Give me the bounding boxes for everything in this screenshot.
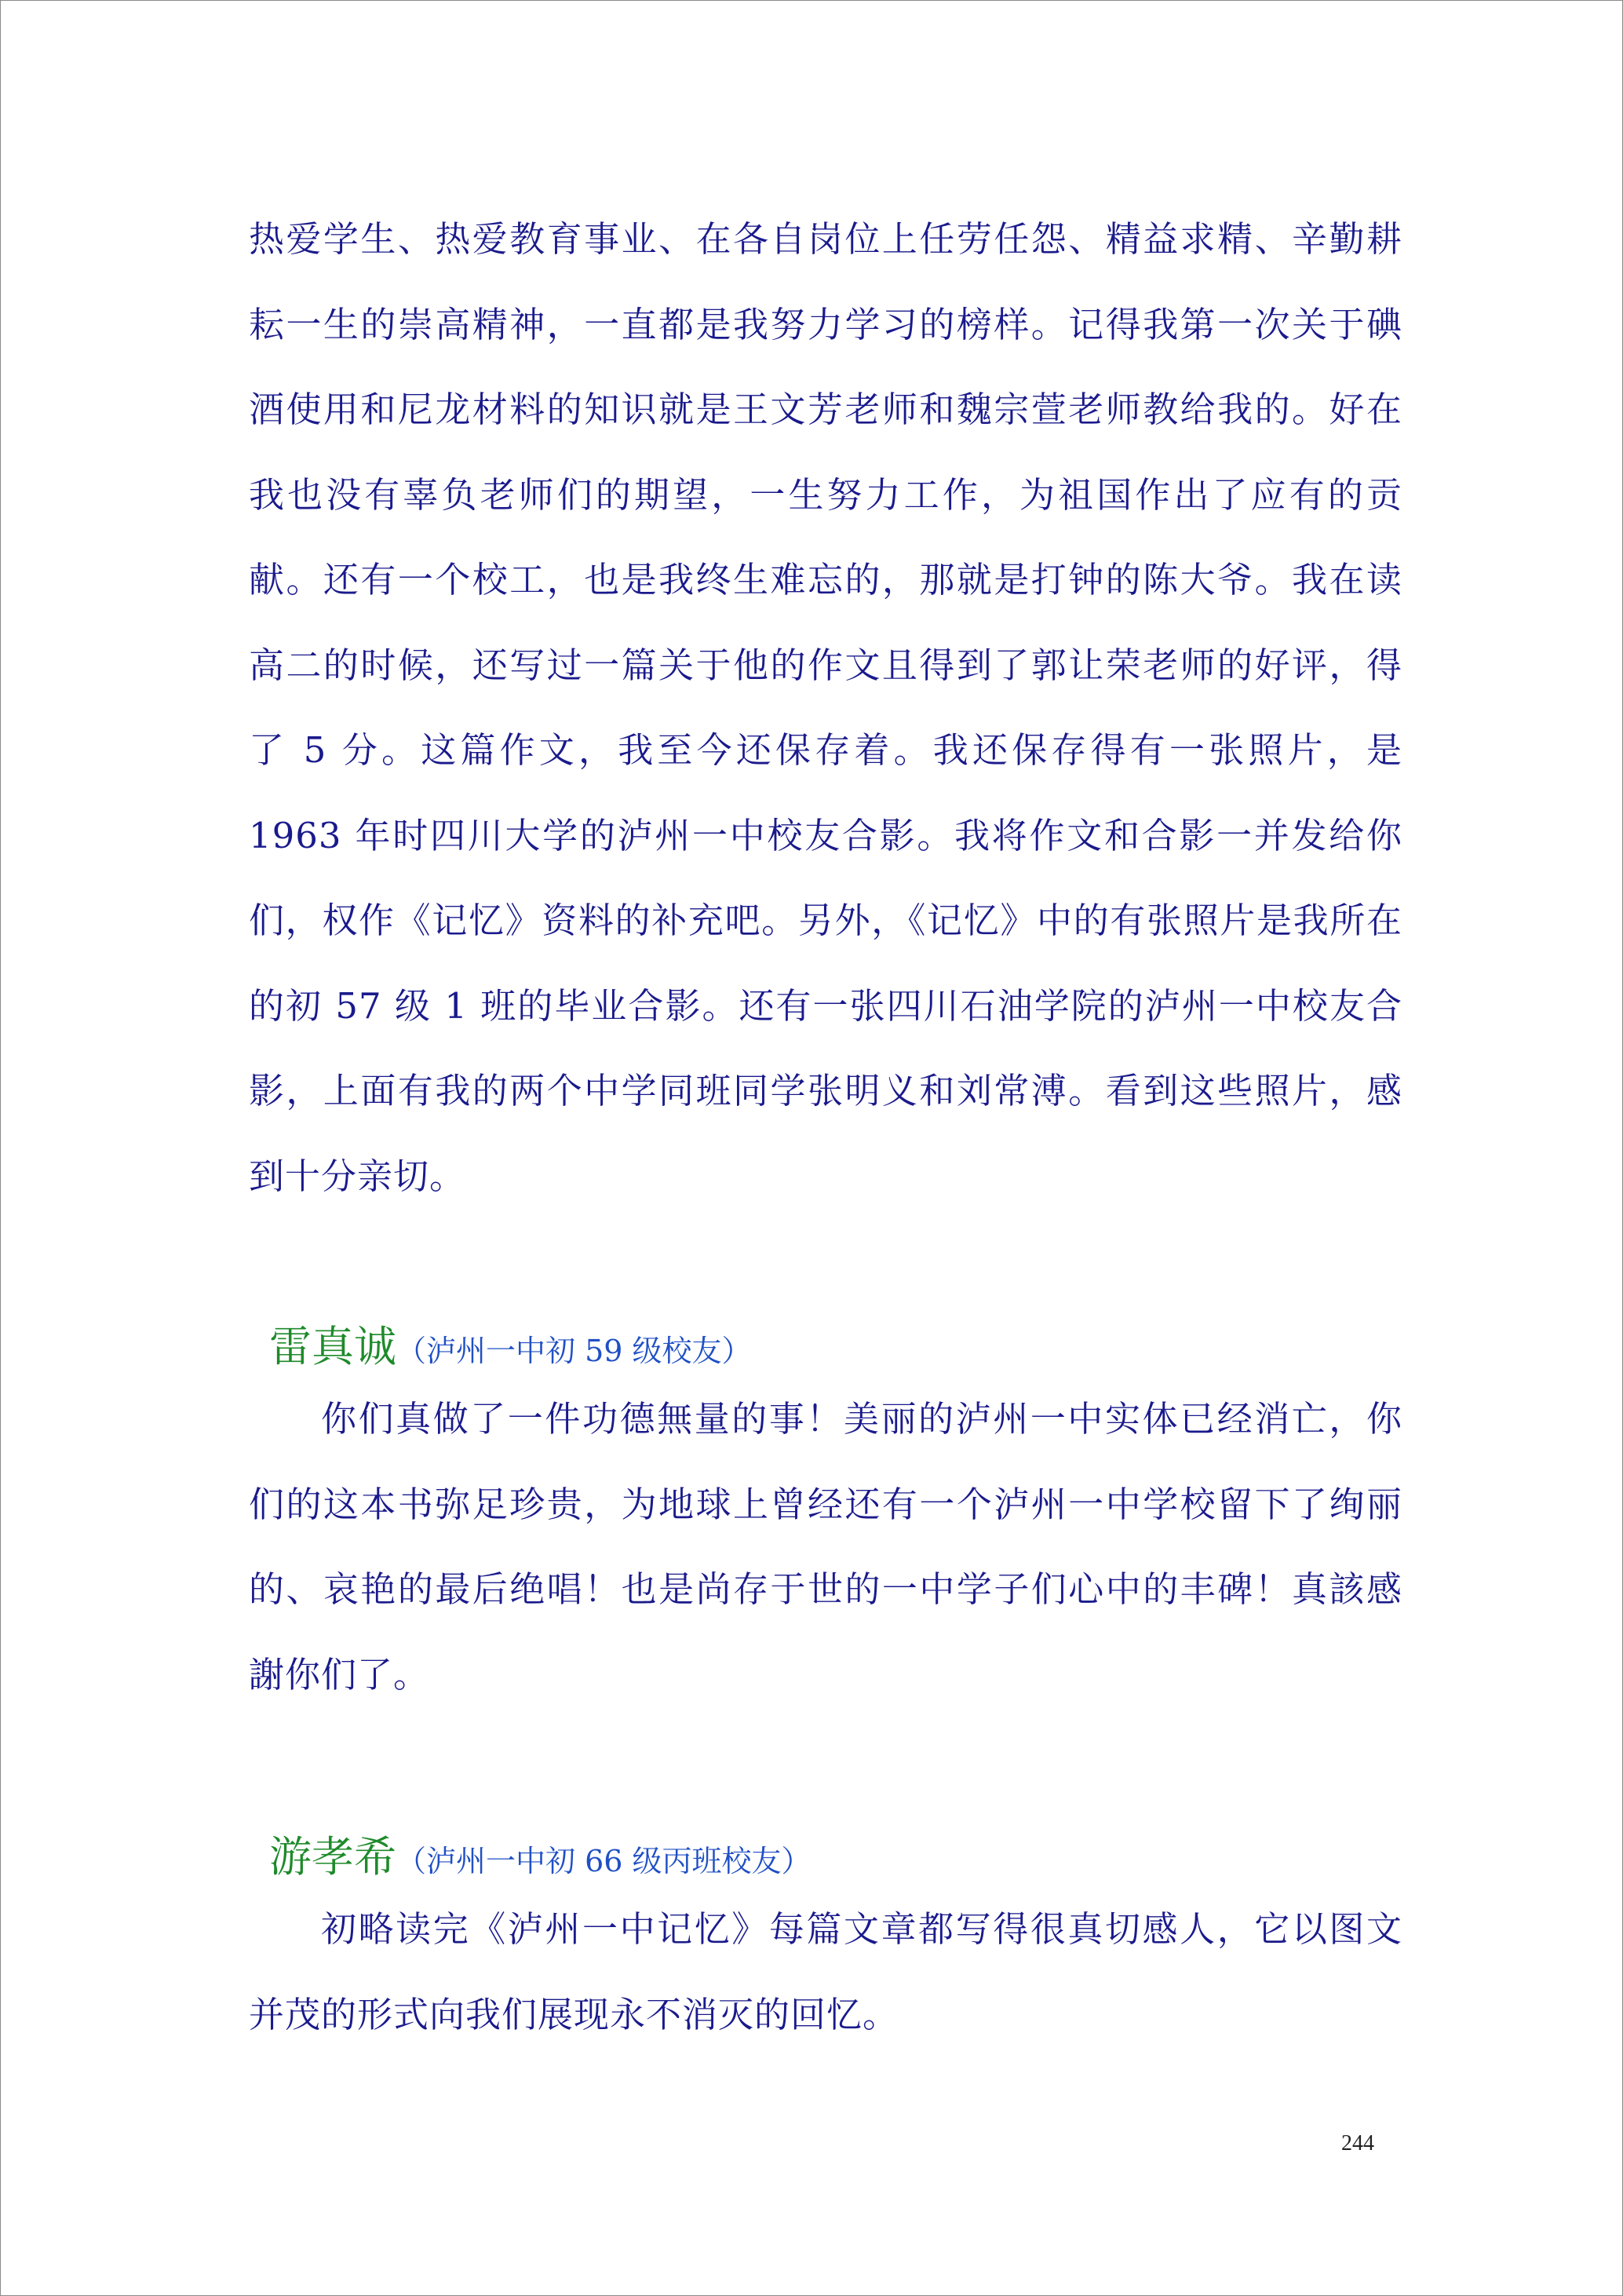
- comment-section-lei: [249, 1316, 1402, 1717]
- author-affiliation: （泸州一中初 66 级丙班校友）: [396, 1844, 812, 1878]
- comment-body: 你们真做了一件功德無量的事！美丽的泸州一中实体已经消亡，你们的这本书弥足珍贵，为地球上曾经还有一个泸州一中学校留下了绚丽的、哀艳的最后绝唱！也是尚存于世的一中学子们心中的丰碑！真該感謝你们了。: [249, 1398, 1402, 1696]
- body-paragraph: 热爱学生、热爱教育事业、在各自岗位上任劳任怨、精益求精、辛勤耕耘一生的崇高精神，一直都是我努力学习的榜样。记得我第一次关于碘酒使用和尼龙材料的知识就是王文芳老师和魏宗萱老师教给我的。好在我也没有辜负老师们的期望，一生努力工作，为祖国作出了应有的贡献。还有一个校工，也是我终生难忘的，那就是打钟的陈大爷。我在读高二的时候，还写过一篇关于他的作文且得到了郭让荣老师的好评，得了 5 分。这篇作文，我至今还保存着。我还保存得有一张照片，是 1963 年时四川大学的泸州一中校友合影。我将作文和合影一并发给你们，权作《记忆》资料的补充吧。另外，《记忆》中的有张照片是我所在的初 57 级 1 班的毕业合影。还有一张四川石油学院的泸州一中校友合影，上面有我的两个中学同班同学张明义和刘常溥。看到这些照片，感到十分亲切。: [249, 218, 1402, 1197]
- comment-heading: [249, 1826, 1402, 1889]
- comment-heading: [249, 1316, 1402, 1378]
- author-name: 雷真诚: [269, 1322, 396, 1371]
- author-affiliation: （泸州一中初 59 级校友）: [396, 1334, 752, 1368]
- comment-body: 初略读完《泸州一中记忆》每篇文章都写得很真切感人，它以图文并茂的形式向我们展现永不消灭的回忆。: [249, 1908, 1402, 2035]
- page-number: 244: [1341, 2131, 1374, 2155]
- author-name: 游孝希: [269, 1832, 396, 1882]
- comment-section-you: [249, 1826, 1402, 2057]
- continued-text-block: [249, 197, 1402, 1219]
